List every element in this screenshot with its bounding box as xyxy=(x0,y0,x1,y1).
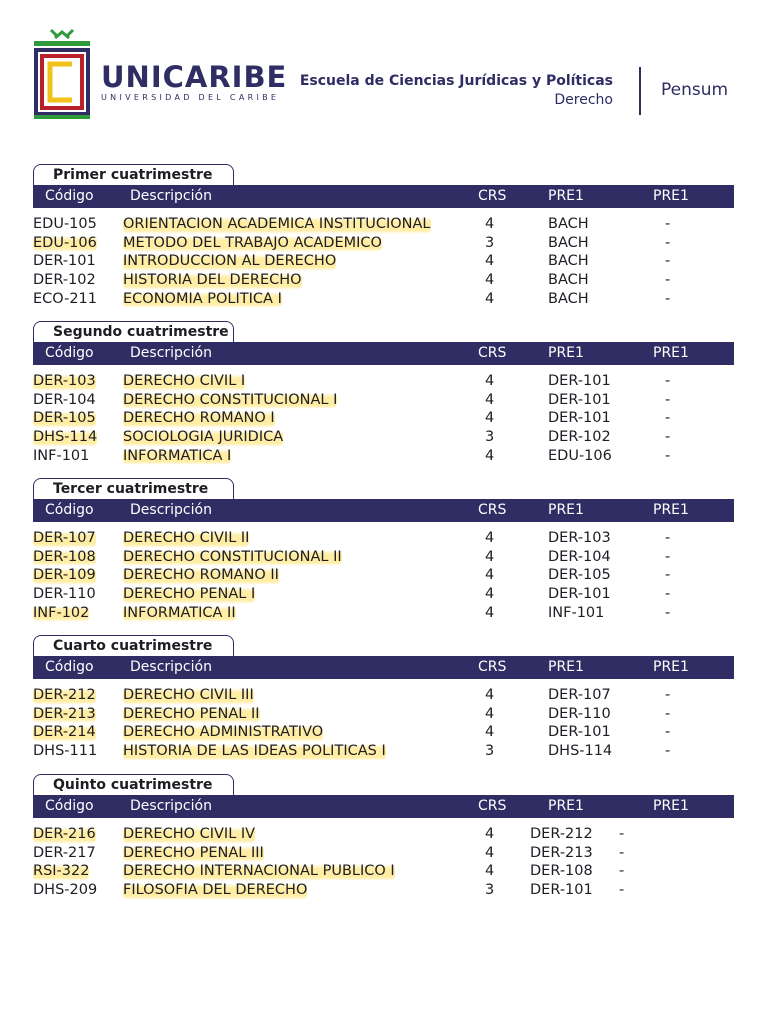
course-credits: 4 xyxy=(485,530,495,546)
course-credits: 4 xyxy=(485,724,495,741)
course-row xyxy=(33,252,734,271)
brand-subtitle: UNIVERSIDAD DEL CARIBE xyxy=(101,93,280,102)
course-row xyxy=(33,742,734,761)
semester-title: Quinto cuatrimestre xyxy=(33,774,234,795)
course-credits: 4 xyxy=(485,548,495,565)
course-prerequisite-1: DER-101 xyxy=(548,724,611,741)
brand xyxy=(101,62,287,102)
table-header xyxy=(33,656,734,679)
header-divider xyxy=(639,67,641,115)
course-row xyxy=(33,862,734,881)
course-code: DER-103 xyxy=(33,373,96,389)
course-description: DERECHO CONSTITUCIONAL II xyxy=(123,548,342,565)
course-row xyxy=(33,723,734,742)
course-code: INF-101 xyxy=(33,447,90,464)
course-prerequisite-2: - xyxy=(665,604,671,621)
course-prerequisite-2: - xyxy=(665,705,671,722)
header-prerequisite-1: PRE1 xyxy=(548,188,584,204)
course-code: DHS-209 xyxy=(33,882,98,899)
course-row xyxy=(33,409,734,428)
page-header xyxy=(0,0,768,140)
semester-section xyxy=(33,478,734,628)
course-prerequisite-2: - xyxy=(665,586,671,603)
course-row xyxy=(33,548,734,567)
course-prerequisite-2: - xyxy=(665,391,671,408)
course-prerequisite-1: DER-101 xyxy=(548,586,611,603)
course-credits: 3 xyxy=(485,882,495,899)
course-credits: 4 xyxy=(485,216,495,232)
course-prerequisite-1: DHS-114 xyxy=(548,743,613,760)
course-credits: 3 xyxy=(485,234,495,251)
course-row xyxy=(33,447,734,466)
header-description: Descripción xyxy=(130,502,212,518)
course-prerequisite-1: DER-101 xyxy=(530,882,593,899)
course-credits: 4 xyxy=(485,410,495,427)
course-code: DER-102 xyxy=(33,272,96,289)
course-credits: 4 xyxy=(485,391,495,408)
semester-title: Tercer cuatrimestre xyxy=(33,478,234,499)
unicaribe-logo-icon xyxy=(33,28,91,120)
course-prerequisite-1: DER-103 xyxy=(548,530,611,546)
course-prerequisite-2: - xyxy=(619,844,625,861)
course-prerequisite-2: - xyxy=(665,253,671,270)
course-list xyxy=(33,372,734,465)
course-row xyxy=(33,686,734,705)
course-prerequisite-1: BACH xyxy=(548,253,589,270)
course-description: DERECHO INTERNACIONAL PUBLICO I xyxy=(123,863,395,880)
career-name: Derecho xyxy=(554,92,613,108)
course-description: HISTORIA DEL DERECHO xyxy=(123,272,302,289)
course-description: DERECHO PENAL II xyxy=(123,705,260,722)
course-code: DER-212 xyxy=(33,687,96,703)
course-code: DER-107 xyxy=(33,530,96,546)
course-description: DERECHO PENAL I xyxy=(123,586,256,603)
course-code: DER-101 xyxy=(33,253,96,270)
header-description: Descripción xyxy=(130,188,212,204)
course-description: DERECHO ROMANO II xyxy=(123,567,279,584)
course-description: DERECHO CONSTITUCIONAL I xyxy=(123,391,338,408)
course-prerequisite-1: DER-101 xyxy=(548,391,611,408)
course-prerequisite-1: DER-104 xyxy=(548,548,611,565)
course-row xyxy=(33,428,734,447)
header-prerequisite-2: PRE1 xyxy=(653,502,689,518)
course-code: ECO-211 xyxy=(33,290,98,307)
header-code: Código xyxy=(45,188,94,204)
course-prerequisite-1: BACH xyxy=(548,290,589,307)
course-prerequisite-1: BACH xyxy=(548,272,589,289)
course-prerequisite-2: - xyxy=(665,724,671,741)
document-title: Pensum xyxy=(661,80,729,100)
course-prerequisite-2: - xyxy=(665,687,671,703)
course-description: DERECHO CIVIL I xyxy=(123,373,246,389)
course-row xyxy=(33,372,734,391)
table-header xyxy=(33,795,734,818)
course-prerequisite-2: - xyxy=(665,743,671,760)
semester-title: Segundo cuatrimestre xyxy=(33,321,234,342)
course-list xyxy=(33,825,734,900)
header-prerequisite-2: PRE1 xyxy=(653,659,689,675)
school-block xyxy=(300,72,613,110)
course-row xyxy=(33,604,734,623)
course-code: EDU-105 xyxy=(33,216,97,232)
course-credits: 4 xyxy=(485,447,495,464)
course-credits: 4 xyxy=(485,863,495,880)
header-prerequisite-2: PRE1 xyxy=(653,188,689,204)
course-description: FILOSOFIA DEL DERECHO xyxy=(123,882,308,899)
course-credits: 4 xyxy=(485,567,495,584)
course-credits: 4 xyxy=(485,826,495,842)
course-credits: 4 xyxy=(485,687,495,703)
course-description: HISTORIA DE LAS IDEAS POLITICAS I xyxy=(123,743,386,760)
course-prerequisite-1: DER-213 xyxy=(530,844,593,861)
course-credits: 4 xyxy=(485,253,495,270)
header-code: Código xyxy=(45,798,94,814)
header-credits: CRS xyxy=(478,188,507,204)
course-row xyxy=(33,844,734,863)
course-description: INFORMATICA I xyxy=(123,447,232,464)
course-row xyxy=(33,881,734,900)
course-row xyxy=(33,271,734,290)
header-credits: CRS xyxy=(478,798,507,814)
header-code: Código xyxy=(45,345,94,361)
course-row xyxy=(33,234,734,253)
course-description: DERECHO ADMINISTRATIVO xyxy=(123,724,324,741)
course-description: INFORMATICA II xyxy=(123,604,236,621)
header-credits: CRS xyxy=(478,345,507,361)
header-prerequisite-1: PRE1 xyxy=(548,798,584,814)
course-description: ORIENTACION ACADEMICA INSTITUCIONAL xyxy=(123,216,431,232)
header-code: Código xyxy=(45,502,94,518)
course-row xyxy=(33,705,734,724)
course-prerequisite-2: - xyxy=(665,530,671,546)
course-prerequisite-1: DER-101 xyxy=(548,373,611,389)
course-prerequisite-2: - xyxy=(665,216,671,232)
course-row xyxy=(33,529,734,548)
course-credits: 4 xyxy=(485,844,495,861)
course-prerequisite-1: BACH xyxy=(548,234,589,251)
course-credits: 4 xyxy=(485,705,495,722)
course-row xyxy=(33,215,734,234)
course-description: SOCIOLOGIA JURIDICA xyxy=(123,429,284,446)
course-credits: 4 xyxy=(485,586,495,603)
course-code: DER-105 xyxy=(33,410,96,427)
course-prerequisite-2: - xyxy=(665,272,671,289)
course-list xyxy=(33,215,734,308)
course-prerequisite-2: - xyxy=(665,548,671,565)
header-credits: CRS xyxy=(478,502,507,518)
course-credits: 4 xyxy=(485,604,495,621)
course-credits: 4 xyxy=(485,290,495,307)
course-code: INF-102 xyxy=(33,604,90,621)
course-description: DERECHO PENAL III xyxy=(123,844,264,861)
table-header xyxy=(33,185,734,208)
semester-title: Primer cuatrimestre xyxy=(33,164,234,185)
brand-name: UNICARIBE xyxy=(101,60,288,94)
course-prerequisite-1: DER-107 xyxy=(548,687,611,703)
course-code: DER-104 xyxy=(33,391,96,408)
course-code: DER-109 xyxy=(33,567,96,584)
course-code: EDU-106 xyxy=(33,234,97,251)
course-code: DHS-111 xyxy=(33,743,98,760)
header-prerequisite-1: PRE1 xyxy=(548,345,584,361)
course-description: DERECHO CIVIL II xyxy=(123,530,250,546)
course-code: DER-214 xyxy=(33,724,96,741)
semester-section xyxy=(33,774,734,924)
course-prerequisite-2: - xyxy=(665,373,671,389)
course-description: DERECHO CIVIL III xyxy=(123,687,254,703)
semester-section xyxy=(33,321,734,471)
course-prerequisite-2: - xyxy=(619,882,625,899)
course-description: ECONOMIA POLITICA I xyxy=(123,290,282,307)
header-description: Descripción xyxy=(130,798,212,814)
course-prerequisite-2: - xyxy=(665,410,671,427)
course-prerequisite-2: - xyxy=(665,429,671,446)
header-code: Código xyxy=(45,659,94,675)
course-row xyxy=(33,290,734,309)
course-description: METODO DEL TRABAJO ACADEMICO xyxy=(123,234,382,251)
course-code: DER-217 xyxy=(33,844,96,861)
course-code: RSI-322 xyxy=(33,863,90,880)
course-code: DER-216 xyxy=(33,826,96,842)
course-credits: 3 xyxy=(485,429,495,446)
header-prerequisite-2: PRE1 xyxy=(653,345,689,361)
course-prerequisite-1: DER-108 xyxy=(530,863,593,880)
course-row xyxy=(33,825,734,844)
course-prerequisite-1: BACH xyxy=(548,216,589,232)
course-list xyxy=(33,686,734,761)
course-code: DHS-114 xyxy=(33,429,98,446)
course-prerequisite-1: DER-105 xyxy=(548,567,611,584)
header-credits: CRS xyxy=(478,659,507,675)
header-prerequisite-1: PRE1 xyxy=(548,659,584,675)
course-row xyxy=(33,585,734,604)
course-row xyxy=(33,566,734,585)
course-prerequisite-2: - xyxy=(665,567,671,584)
course-prerequisite-1: DER-102 xyxy=(548,429,611,446)
course-prerequisite-1: INF-101 xyxy=(548,604,605,621)
course-prerequisite-1: DER-101 xyxy=(548,410,611,427)
course-description: DERECHO ROMANO I xyxy=(123,410,275,427)
table-header xyxy=(33,342,734,365)
table-header xyxy=(33,499,734,522)
course-row xyxy=(33,391,734,410)
course-code: DER-108 xyxy=(33,548,96,565)
course-prerequisite-1: EDU-106 xyxy=(548,447,612,464)
course-prerequisite-1: DER-110 xyxy=(548,705,611,722)
course-description: DERECHO CIVIL IV xyxy=(123,826,256,842)
course-prerequisite-2: - xyxy=(619,826,625,842)
header-description: Descripción xyxy=(130,345,212,361)
course-prerequisite-1: DER-212 xyxy=(530,826,593,842)
course-prerequisite-2: - xyxy=(619,863,625,880)
school-name: Escuela de Ciencias Jurídicas y Políticas xyxy=(299,73,613,89)
semester-section xyxy=(33,164,734,314)
semester-title: Cuarto cuatrimestre xyxy=(33,635,234,656)
course-list xyxy=(33,529,734,622)
course-prerequisite-2: - xyxy=(665,290,671,307)
header-prerequisite-1: PRE1 xyxy=(548,502,584,518)
course-credits: 3 xyxy=(485,743,495,760)
course-code: DER-213 xyxy=(33,705,96,722)
course-description: INTRODUCCION AL DERECHO xyxy=(123,253,337,270)
course-prerequisite-2: - xyxy=(665,447,671,464)
course-credits: 4 xyxy=(485,373,495,389)
header-prerequisite-2: PRE1 xyxy=(653,798,689,814)
course-code: DER-110 xyxy=(33,586,96,603)
course-prerequisite-2: - xyxy=(665,234,671,251)
header-description: Descripción xyxy=(130,659,212,675)
course-credits: 4 xyxy=(485,272,495,289)
semester-section xyxy=(33,635,734,785)
